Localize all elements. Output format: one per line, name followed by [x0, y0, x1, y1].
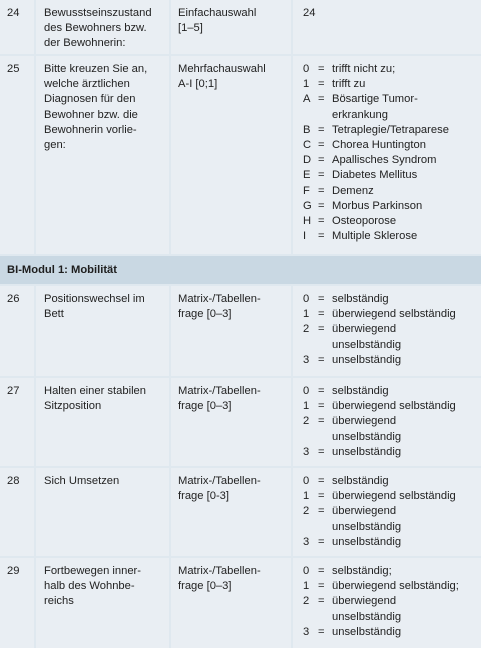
question-line: Sich Umsetzen — [44, 475, 120, 487]
option-label: Diabetes Mellitus — [332, 169, 418, 182]
item-question — [36, 468, 169, 556]
table-row — [0, 558, 481, 648]
option-code: 2 — [303, 595, 310, 608]
option-equals: = — [318, 625, 325, 638]
option-code: 2 — [303, 323, 310, 336]
option-code: 0 — [303, 385, 310, 397]
item-number — [0, 56, 34, 254]
answer-option — [303, 610, 481, 625]
answer-option — [303, 414, 481, 429]
option-label: selbständig; — [332, 565, 392, 577]
item-answer-type — [171, 558, 291, 648]
option-equals: = — [318, 595, 325, 608]
option-code — [303, 520, 318, 535]
option-code: 0 — [303, 565, 310, 577]
answer-type-line: frage [0-3] — [178, 490, 229, 503]
option-code: G — [303, 199, 312, 212]
question-line: welche ärztlichen — [44, 78, 130, 91]
item-number-text: 25 — [7, 63, 20, 75]
item-question — [36, 56, 169, 254]
option-code: F — [303, 184, 310, 197]
option-label: unselbständig — [332, 430, 402, 443]
option-code: 1 — [303, 78, 310, 91]
option-code: D — [303, 154, 312, 167]
option-label — [332, 6, 481, 21]
item-answer-options — [293, 558, 481, 648]
option-equals: = — [318, 93, 325, 106]
option-equals: = — [318, 199, 325, 212]
question-line: Sitzposition — [44, 400, 102, 413]
option-label: Chorea Huntington — [332, 139, 426, 152]
option-label: trifft nicht zu; — [332, 63, 396, 75]
option-label: überwiegend selbständig — [332, 308, 456, 321]
answer-option — [303, 77, 481, 92]
option-code: 3 — [303, 535, 310, 548]
answer-option — [303, 184, 481, 199]
item-answer-type — [171, 56, 291, 254]
answer-option — [303, 6, 481, 21]
answer-option — [303, 384, 481, 399]
item-number — [0, 378, 34, 466]
option-label: unselbständig — [332, 610, 402, 623]
item-answer-options — [293, 468, 481, 556]
option-equals: = — [318, 139, 325, 152]
option-equals: = — [318, 580, 325, 593]
item-number — [0, 0, 34, 54]
option-equals: = — [318, 353, 325, 366]
answer-option — [303, 168, 481, 183]
item-number-text: 27 — [7, 385, 20, 397]
answer-option — [303, 579, 481, 594]
table-row — [0, 468, 481, 556]
option-equals: = — [318, 475, 325, 487]
question-line: reichs — [44, 595, 74, 608]
option-equals — [318, 108, 332, 123]
option-code: 1 — [303, 490, 310, 503]
option-equals: = — [318, 308, 325, 321]
option-equals — [318, 610, 332, 625]
option-equals: = — [318, 385, 325, 397]
option-code: B — [303, 123, 311, 136]
option-code: 1 — [303, 308, 310, 321]
option-label: selbständig — [332, 475, 389, 487]
table-row — [0, 378, 481, 466]
answer-type-line: Matrix-/Tabellen- — [178, 475, 261, 487]
option-equals: = — [318, 505, 325, 518]
item-question — [36, 378, 169, 466]
question-line: Halten einer stabilen — [44, 385, 146, 397]
question-line: des Bewohners bzw. — [44, 22, 147, 35]
answer-option — [303, 108, 481, 123]
option-equals: = — [318, 323, 325, 336]
question-line: Bewohnerin vorlie- — [44, 123, 137, 136]
option-label: überwiegend selbständig — [332, 490, 456, 503]
question-line: Fortbewegen inner- — [44, 565, 142, 577]
option-equals: = — [318, 400, 325, 413]
item-answer-type — [171, 468, 291, 556]
option-equals: = — [318, 535, 325, 548]
option-equals: = — [318, 154, 325, 167]
answer-option — [303, 504, 481, 519]
option-equals: = — [318, 78, 325, 91]
item-number — [0, 468, 34, 556]
question-line: halb des Wohnbe- — [44, 580, 135, 593]
option-code: A — [303, 93, 311, 106]
option-code: 3 — [303, 445, 310, 458]
table-row — [0, 286, 481, 376]
answer-option — [303, 399, 481, 414]
option-label: unselbständig — [332, 535, 402, 548]
option-code — [303, 108, 318, 123]
answer-option — [303, 520, 481, 535]
option-equals — [318, 338, 332, 353]
answer-type-line: frage [0–3] — [178, 308, 232, 321]
answer-option — [303, 430, 481, 445]
item-number-text: 29 — [7, 565, 20, 577]
answer-type-line: A-I [0;1] — [178, 78, 218, 91]
item-question — [36, 558, 169, 648]
item-answer-type — [171, 0, 291, 54]
answer-type-line: frage [0–3] — [178, 580, 232, 593]
option-label: Osteoporose — [332, 215, 397, 228]
item-number-text: 26 — [7, 293, 20, 305]
item-number-text: 24 — [7, 7, 20, 19]
option-code — [303, 610, 318, 625]
answer-type-line: Matrix-/Tabellen- — [178, 385, 261, 397]
option-label: überwiegend — [332, 505, 397, 518]
answer-option — [303, 353, 481, 368]
option-equals — [318, 430, 332, 445]
answer-option — [303, 564, 481, 579]
option-label: unselbständig — [332, 445, 402, 458]
option-code: 2 — [303, 505, 310, 518]
answer-option — [303, 322, 481, 337]
option-code: 0 — [303, 475, 310, 487]
option-label: selbständig — [332, 385, 389, 397]
question-line: Bewohner bzw. die — [44, 108, 138, 121]
answer-type-line: Einfachauswahl — [178, 7, 257, 19]
option-equals — [318, 6, 332, 21]
item-question — [36, 286, 169, 376]
option-code: 3 — [303, 353, 310, 366]
answer-option — [303, 489, 481, 504]
question-line: Positionswechsel im — [44, 293, 145, 305]
option-equals: = — [318, 123, 325, 136]
answer-option — [303, 138, 481, 153]
table-row — [0, 56, 481, 254]
option-code: 24 — [303, 7, 316, 19]
option-label: überwiegend selbständig — [332, 400, 456, 413]
option-code: 1 — [303, 580, 310, 593]
option-label: Demenz — [332, 184, 374, 197]
answer-option — [303, 229, 481, 244]
item-question — [36, 0, 169, 54]
option-label: trifft zu — [332, 78, 366, 91]
item-number — [0, 558, 34, 648]
option-equals: = — [318, 490, 325, 503]
item-answer-options — [293, 286, 481, 376]
option-label: unselbständig — [332, 520, 402, 533]
option-label: überwiegend — [332, 415, 397, 428]
option-label: Bösartige Tumor- — [332, 93, 418, 106]
option-label: Multiple Sklerose — [332, 230, 418, 243]
answer-option — [303, 123, 481, 138]
option-equals — [318, 520, 332, 535]
item-number-text: 28 — [7, 475, 20, 487]
option-code — [303, 430, 318, 445]
option-equals: = — [318, 445, 325, 458]
option-code: H — [303, 215, 312, 228]
question-line: Bewusstseinszustand — [44, 7, 152, 19]
item-number — [0, 286, 34, 376]
answer-option — [303, 594, 481, 609]
option-equals: = — [318, 415, 325, 428]
option-label: überwiegend — [332, 595, 397, 608]
answer-option — [303, 445, 481, 460]
question-line: Bitte kreuzen Sie an, — [44, 63, 148, 75]
option-label: erkrankung — [332, 108, 388, 121]
option-label: unselbständig — [332, 338, 402, 351]
option-code: E — [303, 169, 311, 182]
answer-type-line: Mehrfachauswahl — [178, 63, 266, 75]
answer-option — [303, 474, 481, 489]
option-label: überwiegend — [332, 323, 397, 336]
option-equals: = — [318, 169, 325, 182]
option-equals: = — [318, 215, 325, 228]
answer-option — [303, 62, 481, 77]
option-label: Apallisches Syndrom — [332, 154, 437, 167]
question-line: der Bewohnerin: — [44, 37, 126, 50]
answer-option — [303, 92, 481, 107]
answer-option — [303, 199, 481, 214]
option-label: Morbus Parkinson — [332, 199, 423, 212]
item-answer-options — [293, 56, 481, 254]
question-line: Bett — [44, 308, 64, 321]
answer-option — [303, 625, 481, 640]
option-equals: = — [318, 230, 325, 243]
option-equals: = — [318, 293, 325, 305]
answer-option — [303, 535, 481, 550]
question-line: gen: — [44, 139, 66, 152]
option-equals: = — [318, 63, 325, 75]
table-row — [0, 0, 481, 54]
option-code: C — [303, 139, 312, 152]
item-answer-type — [171, 286, 291, 376]
option-label: unselbständig — [332, 353, 402, 366]
option-label: Tetraplegie/Tetraparese — [332, 123, 449, 136]
option-label: unselbständig — [332, 625, 402, 638]
answer-type-line: Matrix-/Tabellen- — [178, 565, 261, 577]
option-code — [303, 338, 318, 353]
answer-option — [303, 292, 481, 307]
item-answer-options — [293, 378, 481, 466]
option-label: selbständig — [332, 293, 389, 305]
option-code: 0 — [303, 63, 310, 75]
answer-option — [303, 338, 481, 353]
option-equals: = — [318, 565, 325, 577]
option-equals: = — [318, 184, 325, 197]
answer-option — [303, 214, 481, 229]
option-code: 1 — [303, 400, 310, 413]
answer-option — [303, 153, 481, 168]
answer-option — [303, 307, 481, 322]
answer-type-line: [1–5] — [178, 22, 203, 35]
question-line: Diagnosen für den — [44, 93, 136, 106]
section-header: BI-Modul 1: Mobilität — [0, 256, 481, 284]
option-code: 3 — [303, 625, 310, 638]
item-answer-type — [171, 378, 291, 466]
answer-type-line: Matrix-/Tabellen- — [178, 293, 261, 305]
option-code: 0 — [303, 293, 310, 305]
option-code: I — [303, 230, 307, 243]
option-code: 2 — [303, 415, 310, 428]
option-label: überwiegend selbständig; — [332, 580, 459, 593]
answer-type-line: frage [0–3] — [178, 400, 232, 413]
item-answer-options — [293, 0, 481, 54]
